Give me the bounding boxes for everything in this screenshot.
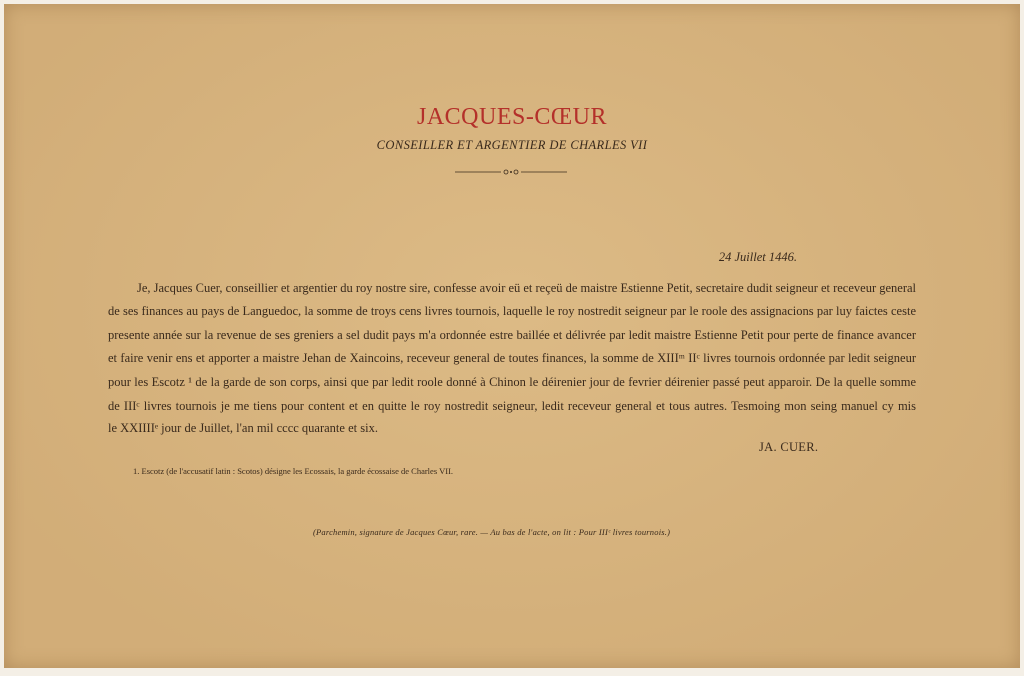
footnote: 1. Escotz (de l'accusatif latin : Scotos) désigne les Ecossais, la garde écossaise de Charles VII.: [133, 466, 454, 476]
document-date: 24 Juillet 1446.: [718, 250, 797, 264]
caption: (Parchemin, signature de Jacques Cœur, rare. — Au bas de l'acte, on lit : Pour IIIᶜ livres tournois.): [313, 527, 671, 537]
body-line: presente année sur la revenue de ses greniers a sel dudit pays m'a ordonnée estre baillée et délivrée par ledit maistre Estienne Petit pour perte de finance avancer: [108, 328, 916, 342]
body-line: le XXIIIIᵉ jour de Juillet, l'an mil cccc quarante et six.: [108, 421, 378, 435]
body-line: pour les Escotz ¹ de la garde de son corps, ainsi que par ledit roole donné à Chinon le déirenier jour de fevrier déirenier passé peut apparoir. De la quelle somme: [108, 375, 916, 389]
body-line: de ses finances au pays de Languedoc, la somme de troys cens livres tournois, laquelle le roy nostredit seigneur par le roole des assignacions par luy faictes ceste: [108, 304, 916, 318]
body-line: Je, Jacques Cuer, conseillier et argentier du roy nostre sire, confesse avoir eü et reçeü de maistre Estienne Petit, secretaire dudit seigneur et receveur general: [137, 281, 916, 295]
document-subtitle: CONSEILLER ET ARGENTIER DE CHARLES VII: [376, 138, 648, 152]
document-title: JACQUES-CŒUR: [416, 104, 608, 130]
signature: JA. CUER.: [759, 440, 819, 454]
body-line: de IIIᶜ livres tournois je me tiens pour content et en quitte le roy nostredit seigneur, ledit receveur general et tous autres. Tesmoing mon seing manuel cy mis: [108, 399, 916, 413]
body-line: et faire venir ens et apporter a maistre Jehan de Xaincoins, receveur general de toutes finances, la somme de XIIIᵐ IIᶜ livres tournois ordonnée par ledit seigneur: [108, 351, 916, 365]
ornament-divider: [455, 167, 567, 177]
